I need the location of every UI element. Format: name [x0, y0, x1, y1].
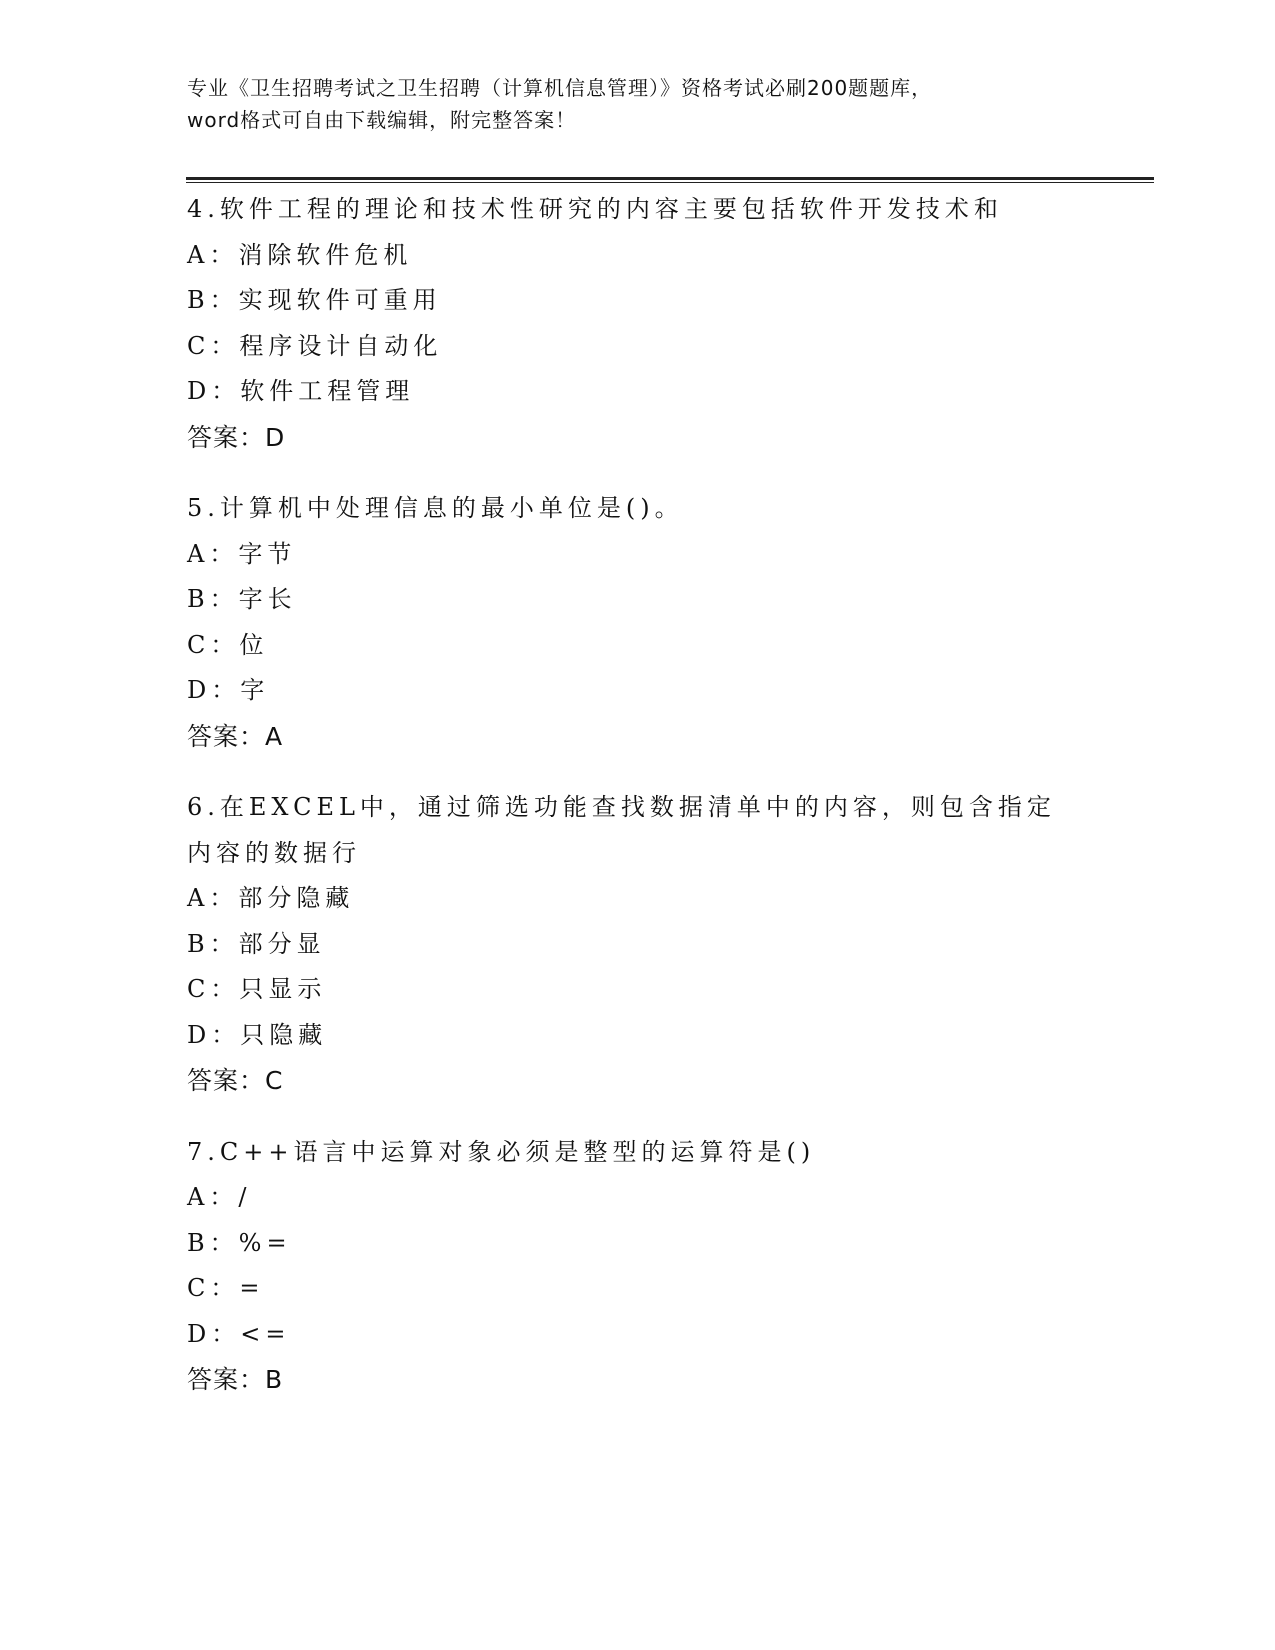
question-item [187, 1130, 1087, 1403]
header-line-1: 专业《卫生招聘考试之卫生招聘（计算机信息管理）》资格考试必刷200题题库， [187, 76, 933, 100]
question-text: 5.计算机中处理信息的最小单位是()。 [187, 494, 684, 522]
question-item [187, 486, 1087, 759]
answer-line: 答案：C [187, 1066, 284, 1095]
option-c: C：只显示 [187, 975, 327, 1003]
header-divider-thin [186, 182, 1154, 183]
document-header [187, 72, 1087, 136]
option-a: A：消除软件危机 [187, 240, 413, 269]
answer-line: 答案：A [187, 721, 284, 751]
option-b: B：实现软件可重用 [187, 286, 442, 314]
option-d: D：<= [187, 1319, 291, 1348]
option-c: C：程序设计自动化 [187, 331, 443, 360]
option-b: B：%= [187, 1228, 292, 1257]
answer-line: 答案：D [187, 422, 286, 452]
question-text: 7.C++语言中运算对象必须是整型的运算符是() [187, 1137, 816, 1166]
question-item [187, 785, 1087, 1104]
header-line-2: word格式可自由下载编辑，附完整答案！ [187, 108, 577, 132]
option-a: A：字节 [187, 539, 297, 568]
answer-line: 答案：B [187, 1365, 284, 1394]
header-divider-thick [186, 177, 1154, 180]
option-c: C：位 [187, 630, 269, 659]
option-c: C：= [187, 1274, 265, 1302]
option-b: B：字长 [187, 585, 297, 613]
option-d: D：只隐藏 [187, 1020, 328, 1049]
option-a: A：部分隐藏 [187, 884, 355, 912]
question-text: 6.在EXCEL中，通过筛选功能查找数据清单中的内容，则包含指定内容的数据行 [187, 793, 1056, 867]
question-item [187, 187, 1087, 460]
question-list [187, 187, 1087, 1429]
option-d: D：字 [187, 676, 270, 704]
option-d: D：软件工程管理 [187, 377, 415, 405]
option-a: A：/ [187, 1183, 252, 1211]
question-text: 4.软件工程的理论和技术性研究的内容主要包括软件开发技术和 [187, 195, 1003, 223]
option-b: B：部分显 [187, 929, 326, 958]
